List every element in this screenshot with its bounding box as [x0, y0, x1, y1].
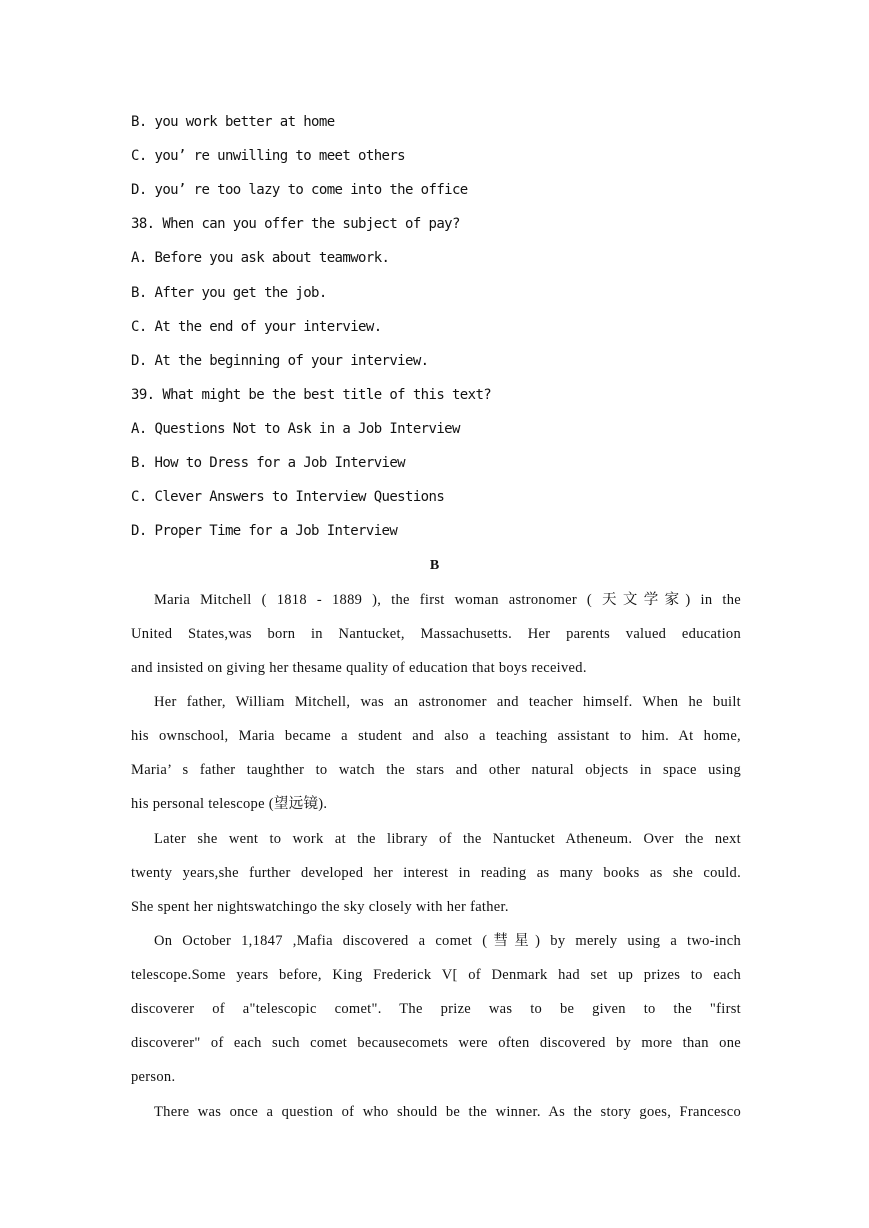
- passage-line: telescope.Some years before, King Frederick V[ of Denmark had set up prizes to each: [131, 967, 741, 983]
- option-prev-b: B. you work better at home: [131, 114, 335, 130]
- passage-line: twenty years,she further developed her interest in reading as many books as she could.: [131, 865, 741, 881]
- question-38-option-a: A. Before you ask about teamwork.: [131, 250, 390, 266]
- passage-line: his personal telescope (望远镜).: [131, 796, 328, 812]
- question-38: 38. When can you offer the subject of pay?: [131, 216, 460, 232]
- passage-line: and insisted on giving her thesame quality of education that boys received.: [131, 660, 587, 676]
- passage-line: She spent her nightswatchingo the sky closely with her father.: [131, 899, 509, 915]
- passage-line: his ownschool, Maria became a student and also a teaching assistant to him. At home,: [131, 728, 741, 744]
- passage-line: United States,was born in Nantucket, Massachusetts. Her parents valued education: [131, 626, 741, 642]
- passage-line: discoverer" of each such comet becausecomets were often discovered by more than one: [131, 1035, 741, 1051]
- passage-line: Maria Mitchell ( 1818 - 1889 ), the first woman astronomer ( 天文学家) in the: [154, 592, 741, 608]
- question-39-option-a: A. Questions Not to Ask in a Job Interview: [131, 421, 460, 437]
- question-39-option-c: C. Clever Answers to Interview Questions: [131, 489, 445, 505]
- passage-line: Her father, William Mitchell, was an astronomer and teacher himself. When he built: [154, 694, 741, 710]
- passage-line: discoverer of a"telescopic comet". The prize was to be given to the "first: [131, 1001, 741, 1017]
- option-prev-c: C. you’ re unwilling to meet others: [131, 148, 406, 164]
- question-38-option-b: B. After you get the job.: [131, 285, 327, 301]
- section-heading: B: [429, 558, 440, 573]
- question-38-option-c: C. At the end of your interview.: [131, 319, 382, 335]
- passage-line: person.: [131, 1069, 176, 1085]
- passage-line: On October 1,1847 ,Mafia discovered a comet (彗星) by merely using a two-inch: [154, 933, 741, 949]
- question-39-option-d: D. Proper Time for a Job Interview: [131, 523, 398, 539]
- question-39-option-b: B. How to Dress for a Job Interview: [131, 455, 406, 471]
- question-39: 39. What might be the best title of this text?: [131, 387, 492, 403]
- passage-line: There was once a question of who should be the winner. As the story goes, Francesco: [154, 1104, 741, 1120]
- passage-line: Maria’ s father taughther to watch the stars and other natural objects in space using: [131, 762, 741, 778]
- question-38-option-d: D. At the beginning of your interview.: [131, 353, 429, 369]
- option-prev-d: D. you’ re too lazy to come into the office: [131, 182, 468, 198]
- passage-line: Later she went to work at the library of the Nantucket Atheneum. Over the next: [154, 831, 741, 847]
